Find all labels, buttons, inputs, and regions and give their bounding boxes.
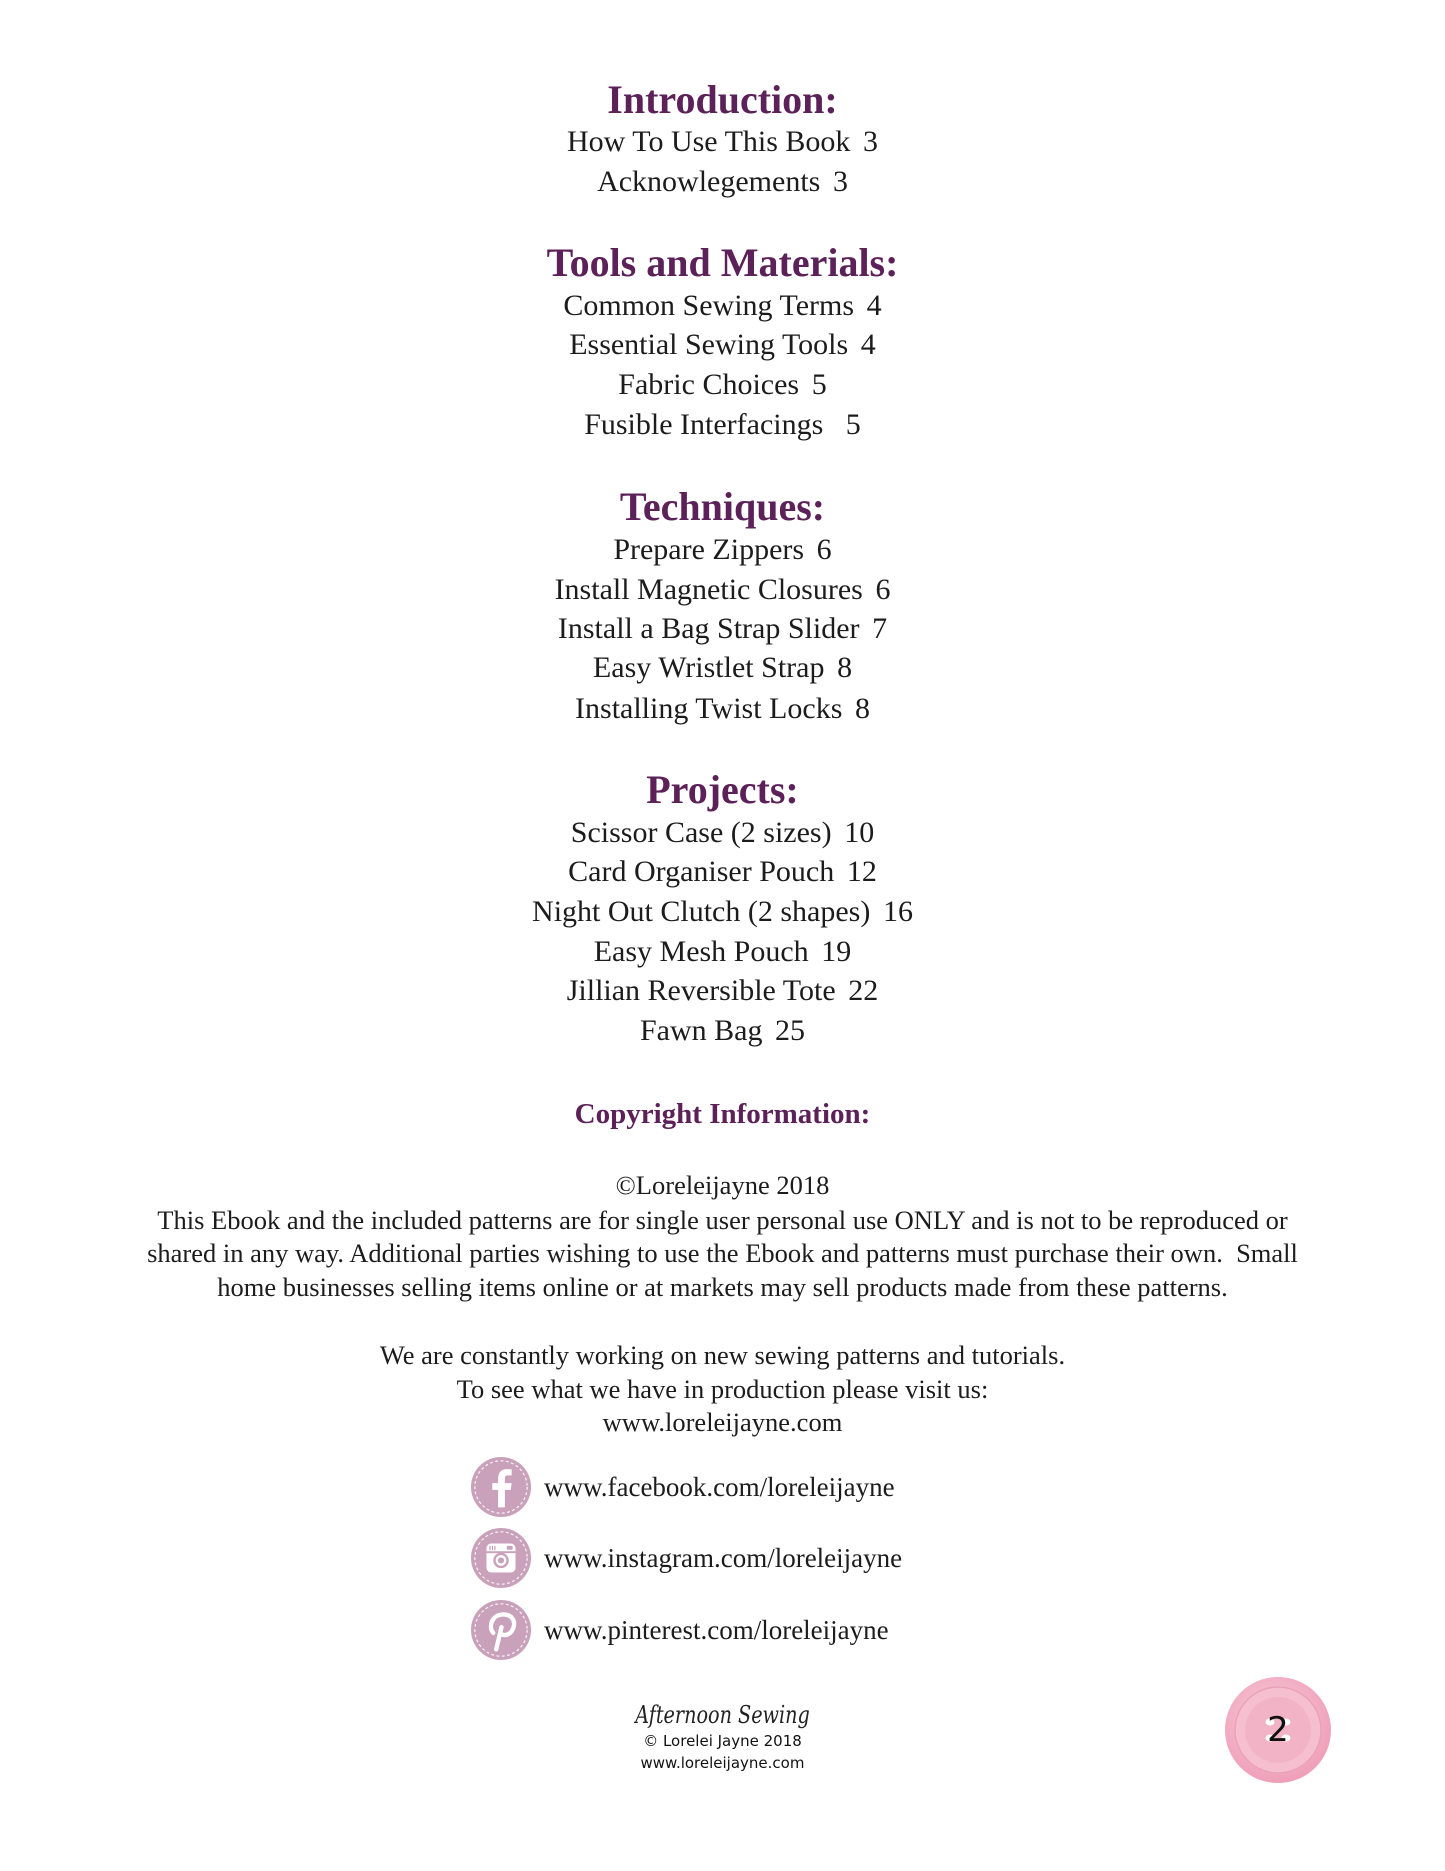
toc-entry[interactable] [0, 531, 1445, 569]
copyright-terms-line: shared in any way. Additional parties wishing to use the Ebook and patterns must purchase their own. Small [147, 1238, 1298, 1268]
toc-entry-title: Common Sewing Terms [563, 289, 855, 322]
toc-entry-title: Installing Twist Locks [575, 692, 843, 725]
toc-entry-page: 12 [846, 855, 877, 888]
section-heading-tools: Tools and Materials: [546, 240, 899, 285]
toc-entry[interactable] [0, 571, 1445, 609]
website-link [0, 1405, 1445, 1439]
toc-entry-title: Fawn Bag [639, 1014, 763, 1047]
toc-entry[interactable] [0, 649, 1445, 687]
toc-entry-title: Install a Bag Strap Slider [557, 612, 860, 645]
social-row-facebook[interactable] [470, 1455, 895, 1519]
toc-entry-title: Jillian Reversible Tote [566, 974, 836, 1007]
footer-copyright: © Lorelei Jayne 2018 [643, 1732, 802, 1750]
pinterest-icon[interactable] [470, 1599, 532, 1661]
toc-entry-title: Fusible Interfacings [584, 408, 824, 441]
toc-entry-title: Install Magnetic Closures [554, 573, 863, 606]
toc-entry-page: 4 [866, 289, 882, 322]
toc-entry[interactable] [0, 853, 1445, 891]
copyright-heading: Copyright Information: [574, 1098, 871, 1130]
toc-entry-title: Card Organiser Pouch [568, 855, 835, 888]
toc-entry[interactable] [0, 406, 1445, 444]
book-title-logo: Afternoon Sewing [635, 1701, 810, 1729]
toc-entry[interactable] [0, 123, 1445, 161]
section-heading-projects: Projects: [646, 767, 799, 812]
facebook-icon[interactable] [470, 1456, 532, 1518]
copyright-terms-line: home businesses selling items online or at markets may sell products made from these patterns. [217, 1272, 1228, 1302]
toc-entry-page: 3 [832, 165, 848, 198]
social-row-instagram[interactable] [470, 1526, 902, 1590]
toc-entry-page: 5 [811, 368, 827, 401]
page-number: 2 [1267, 1710, 1289, 1750]
toc-entry-page: 8 [854, 692, 870, 725]
toc-entry-page: 25 [775, 1014, 806, 1047]
toc-entry[interactable] [0, 287, 1445, 325]
copyright-terms-line: This Ebook and the included patterns are for single user personal use ONLY and is not to be reproduced or [157, 1205, 1288, 1235]
toc-entry[interactable] [0, 893, 1445, 931]
toc-entry-page: 6 [875, 573, 891, 606]
toc-entry-title: Fabric Choices [618, 368, 800, 401]
toc-entry[interactable] [0, 1012, 1445, 1050]
toc-entry[interactable] [0, 366, 1445, 404]
toc-entry[interactable] [0, 163, 1445, 201]
copyright-notice: ©Loreleijayne 2018 [615, 1170, 830, 1200]
instagram-url[interactable]: www.instagram.com/loreleijayne [544, 1542, 903, 1573]
toc-entry-page: 16 [882, 895, 913, 928]
promo-line: We are constantly working on new sewing patterns and tutorials. [379, 1340, 1066, 1370]
toc-entry[interactable] [0, 690, 1445, 728]
page-number-button [1224, 1676, 1332, 1784]
toc-entry-page: 19 [821, 935, 852, 968]
toc-entry-title: Prepare Zippers [613, 533, 805, 566]
toc-entry-page: 22 [848, 974, 879, 1007]
toc-entry-title: Acknowlegements [597, 165, 821, 198]
toc-entry-page: 8 [837, 651, 853, 684]
toc-entry-page: 4 [860, 328, 876, 361]
toc-entry-page: 3 [863, 125, 879, 158]
promo-line: To see what we have in production please visit us: [456, 1374, 989, 1404]
toc-entry-title: Night Out Clutch (2 shapes) [532, 895, 871, 928]
toc-entry-page: 6 [816, 533, 832, 566]
toc-entry[interactable] [0, 972, 1445, 1010]
toc-entry-title: Scissor Case (2 sizes) [570, 816, 832, 849]
toc-entry-title: Essential Sewing Tools [569, 328, 849, 361]
toc-entry-title: Easy Wristlet Strap [592, 651, 825, 684]
toc-entry[interactable] [0, 610, 1445, 648]
instagram-icon[interactable] [470, 1527, 532, 1589]
toc-entry[interactable] [0, 933, 1445, 971]
toc-entry[interactable] [0, 814, 1445, 852]
website-link-text[interactable]: www.loreleijayne.com [602, 1407, 843, 1437]
toc-entry[interactable] [0, 326, 1445, 364]
section-heading-techniques: Techniques: [619, 484, 826, 529]
facebook-url[interactable]: www.facebook.com/loreleijayne [544, 1471, 895, 1502]
pinterest-url[interactable]: www.pinterest.com/loreleijayne [544, 1614, 889, 1645]
social-row-pinterest[interactable] [470, 1598, 889, 1662]
section-heading-introduction: Introduction: [607, 77, 838, 122]
footer-website: www.loreleijayne.com [640, 1754, 805, 1772]
toc-entry-page: 5 [845, 408, 861, 441]
toc-entry-page: 10 [844, 816, 875, 849]
toc-entry-title: Easy Mesh Pouch [593, 935, 809, 968]
toc-entry-title: How To Use This Book [566, 125, 851, 158]
toc-entry-page: 7 [872, 612, 888, 645]
